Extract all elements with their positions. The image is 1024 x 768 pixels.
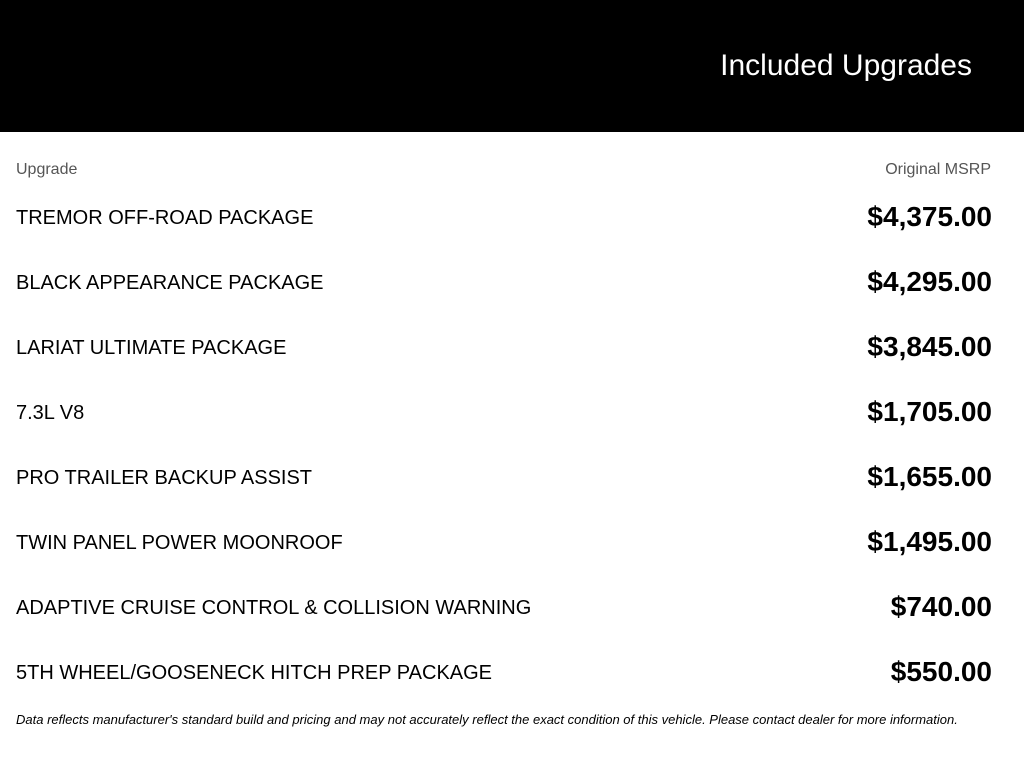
upgrade-row — [16, 380, 992, 445]
upgrades-list — [16, 185, 992, 705]
upgrade-row — [16, 250, 992, 315]
upgrade-name: LARIAT ULTIMATE PACKAGE — [16, 337, 287, 359]
upgrade-row — [16, 575, 992, 640]
upgrade-price: $550.00 — [890, 656, 992, 687]
column-header-upgrade: Upgrade — [16, 161, 78, 178]
upgrade-name: 5TH WHEEL/GOOSENECK HITCH PREP PACKAGE — [16, 662, 493, 684]
upgrade-name: PRO TRAILER BACKUP ASSIST — [16, 467, 313, 489]
upgrade-row — [16, 445, 992, 510]
upgrade-price: $1,495.00 — [867, 526, 992, 557]
column-header-original-msrp: Original MSRP — [885, 161, 991, 178]
upgrade-row — [16, 185, 992, 250]
upgrade-name: TREMOR OFF-ROAD PACKAGE — [16, 207, 314, 229]
upgrade-price: $4,295.00 — [867, 266, 992, 297]
header-banner — [0, 0, 1024, 132]
upgrade-price: $4,375.00 — [867, 201, 992, 232]
upgrade-price: $3,845.00 — [867, 331, 992, 362]
upgrade-row — [16, 640, 992, 705]
upgrade-name: TWIN PANEL POWER MOONROOF — [16, 532, 343, 554]
upgrade-price: $740.00 — [890, 591, 992, 622]
upgrade-price: $1,705.00 — [867, 396, 992, 427]
upgrade-price: $1,655.00 — [867, 461, 992, 492]
page-title: Included Upgrades — [720, 49, 972, 82]
upgrade-name: 7.3L V8 — [16, 402, 85, 424]
upgrade-row — [16, 510, 992, 575]
upgrade-name: BLACK APPEARANCE PACKAGE — [16, 272, 324, 294]
upgrade-name: ADAPTIVE CRUISE CONTROL & COLLISION WARNING — [16, 597, 532, 619]
disclaimer-text: Data reflects manufacturer's standard build and pricing and may not accurately reflect the exact condition of this vehicle. Please contact dealer for more information. — [16, 712, 958, 727]
upgrade-row — [16, 315, 992, 380]
